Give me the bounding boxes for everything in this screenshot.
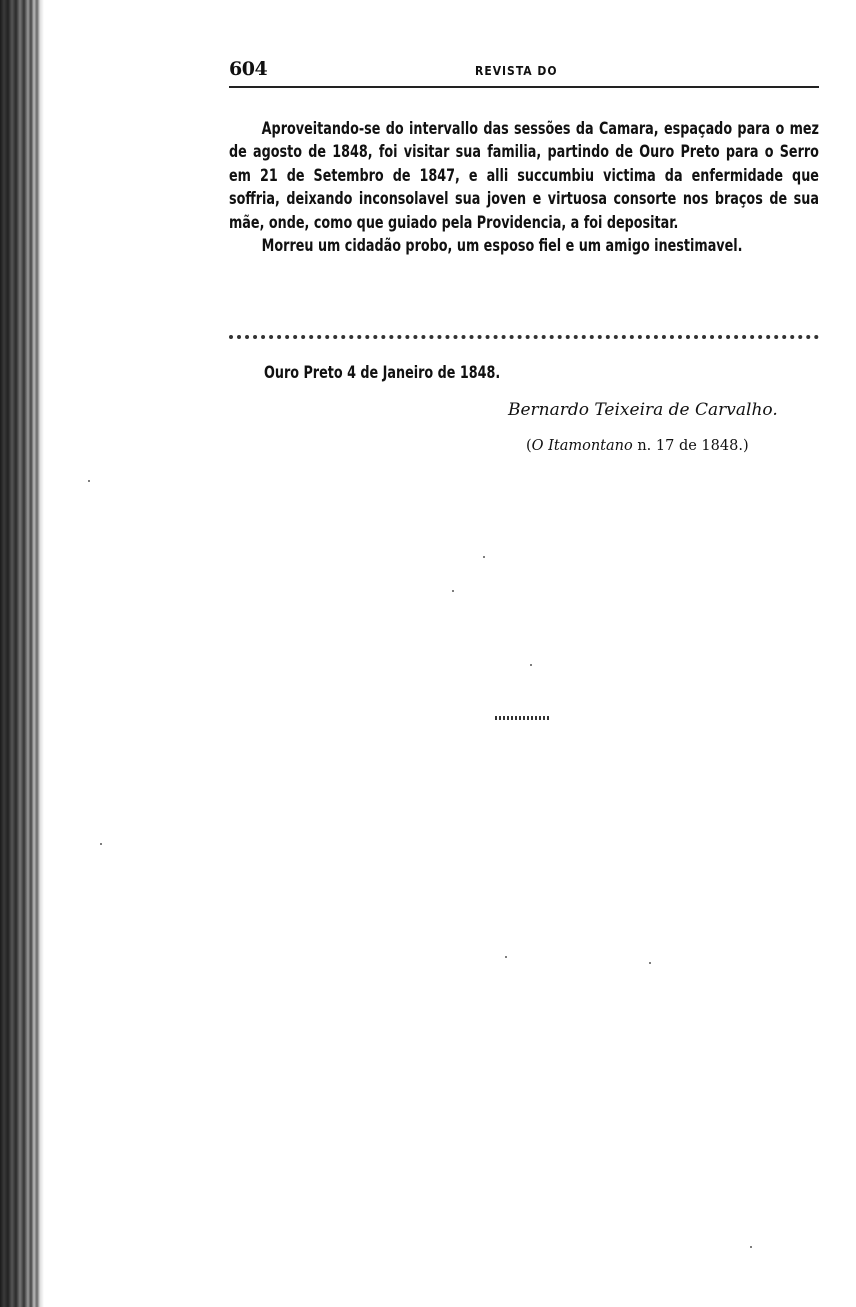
- source-open: (: [526, 438, 532, 454]
- paper-speck: [530, 664, 532, 666]
- paper-speck: [452, 590, 454, 592]
- page-number: 604: [229, 58, 268, 80]
- paper-speck: [649, 962, 651, 964]
- paper-speck: [483, 556, 485, 558]
- end-ornament: [495, 716, 551, 720]
- header-rule: [229, 86, 819, 88]
- source-title: O Itamontano: [531, 438, 633, 454]
- paper-speck: [750, 1246, 752, 1248]
- dateline: Ouro Preto 4 de Janeiro de 1848.: [264, 363, 501, 382]
- paper-speck: [88, 480, 90, 482]
- source-rest: n. 17 de 1848.): [632, 438, 749, 454]
- signature: Bernardo Teixeira de Carvalho.: [508, 400, 778, 420]
- running-head: REVISTA DO: [475, 64, 558, 78]
- source-citation: [526, 438, 749, 454]
- body-text: [229, 117, 819, 257]
- paper-speck: [505, 956, 507, 958]
- paragraph-1: Aproveitando-se do intervallo das sessões da Camara, espaçado para o mez de agosto de 1848, foi visitar sua familia, partindo de Ouro Preto para o Serro em 21 de Setembro de 1847, e alli succumbiu victima da enfermidade que soffria, deixando inconsolavel sua joven e virtuosa consorte nos braços de sua mãe, onde, como que guiado pela Providencia, a foi depositar.: [229, 119, 819, 232]
- paper-speck: [100, 843, 102, 845]
- dotted-separator: [229, 335, 819, 339]
- book-binding-edge: [0, 0, 44, 1307]
- paragraph-2: Morreu um cidadão probo, um esposo fiel e um amigo inestimavel.: [261, 236, 743, 256]
- page-header: [229, 58, 819, 88]
